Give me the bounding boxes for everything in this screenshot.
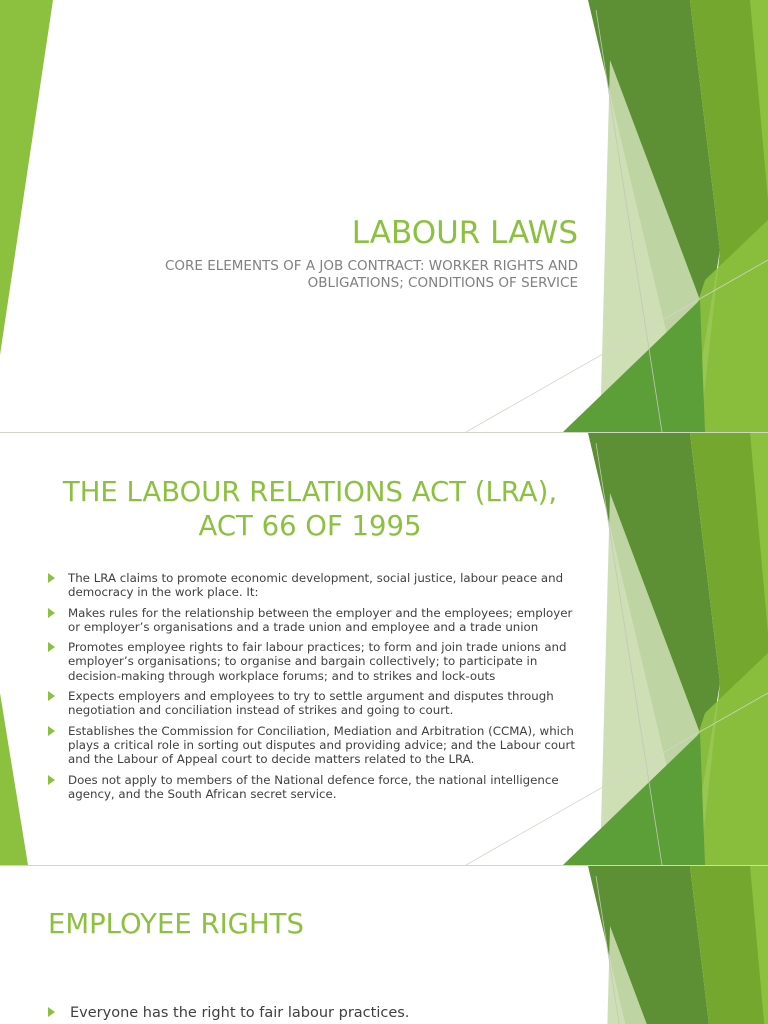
slide-title-heading: LABOUR LAWS — [351, 215, 578, 251]
list-item: Everyone has the right to fair labour practices. — [48, 1004, 580, 1022]
triangle-bullet-icon — [48, 726, 55, 736]
triangle-bullet-icon — [48, 1007, 55, 1017]
list-item: Makes rules for the relationship between the employer and the employees; employer or employer’s organisations and a trade union and employee and a trade union — [48, 606, 580, 635]
bullet-list — [48, 1004, 580, 1022]
list-item: Expects employers and employees to try to settle argument and disputes through negotiation and conciliation instead of strikes and going to court. — [48, 689, 580, 718]
slide-lra — [0, 433, 768, 865]
slide-heading: THE LABOUR RELATIONS ACT (LRA), ACT 66 OF 1995 — [62, 476, 558, 542]
triangle-bullet-icon — [48, 573, 55, 583]
list-item: The LRA claims to promote economic development, social justice, labour peace and democracy in the work place. It: — [48, 571, 580, 600]
triangle-bullet-icon — [48, 691, 55, 701]
slide-employee-rights — [0, 866, 768, 1024]
list-item: Does not apply to members of the National defence force, the national intelligence agency, and the South African secret service. — [48, 773, 580, 802]
triangle-bullet-icon — [48, 775, 55, 785]
slide-title — [0, 0, 768, 432]
triangle-bullet-icon — [48, 642, 55, 652]
list-item: Promotes employee rights to fair labour practices; to form and join trade unions and employer’s organisations; to organise and bargain collectively; to participate in decision-making through workplace forums; and to strikes and lock-outs — [48, 640, 580, 683]
bullet-list — [48, 571, 580, 807]
slide-heading: EMPLOYEE RIGHTS — [48, 908, 304, 940]
green-facets-decoration — [0, 866, 768, 1024]
triangle-bullet-icon — [48, 608, 55, 618]
slide-subtitle: CORE ELEMENTS OF A JOB CONTRACT: WORKER RIGHTS AND OBLIGATIONS; CONDITIONS OF SERVICE — [164, 258, 578, 291]
list-item: Establishes the Commission for Conciliation, Mediation and Arbitration (CCMA), which plays a critical role in sorting out disputes and providing advice; and the Labour court and the Labour of Appeal court to decide matters related to the LRA. — [48, 724, 580, 767]
